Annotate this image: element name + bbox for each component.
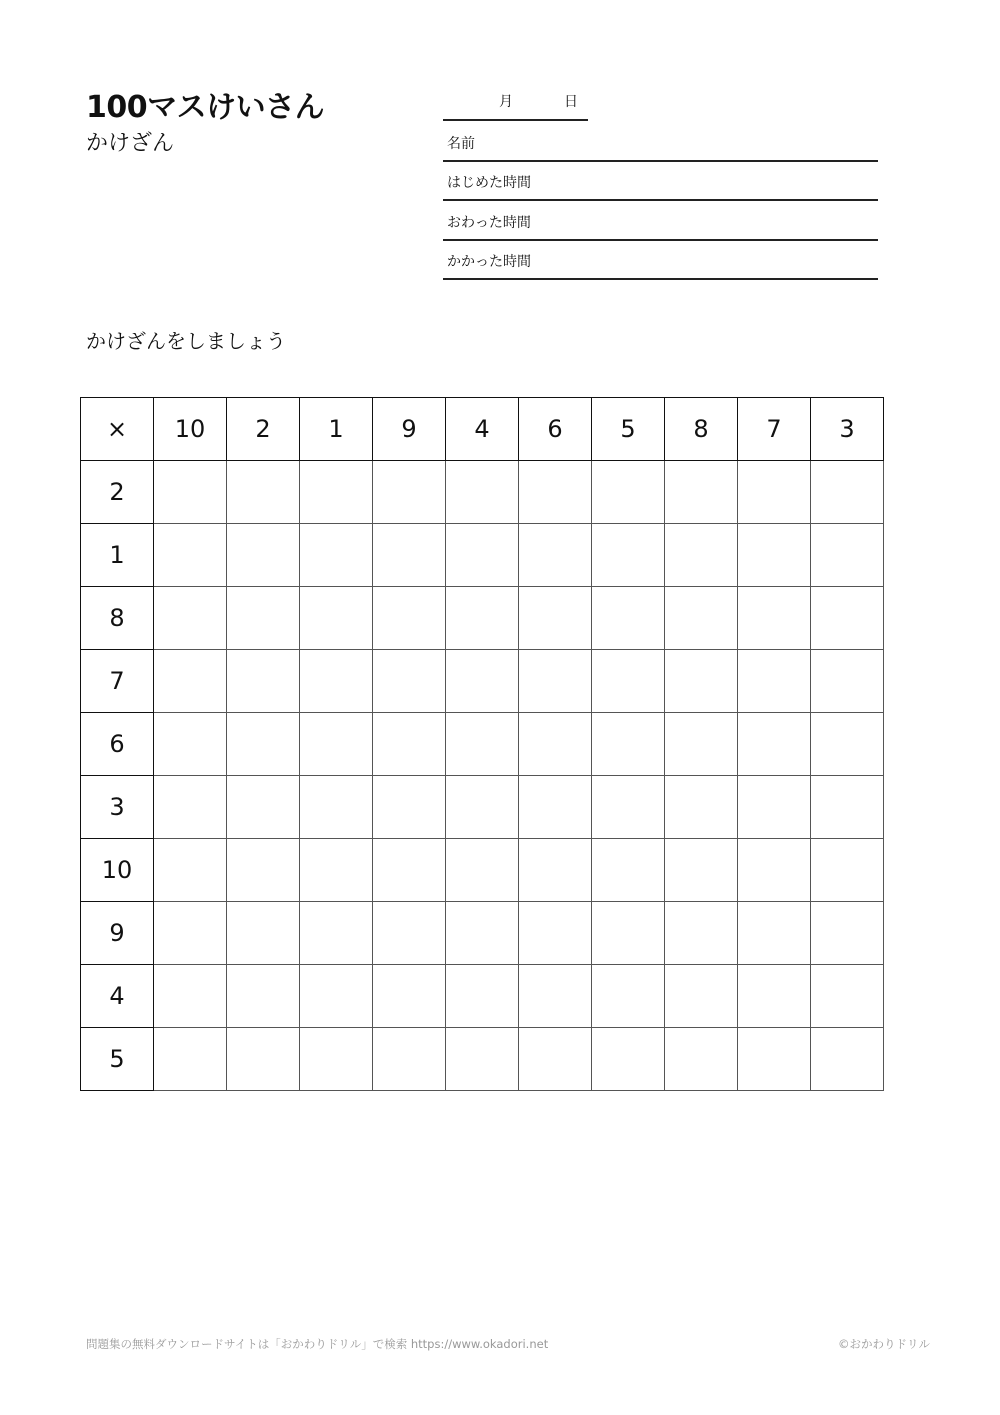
answer-cell[interactable] (300, 902, 373, 965)
answer-cell[interactable] (738, 839, 811, 902)
grid-row (81, 1028, 884, 1091)
column-header: 1 (300, 398, 373, 461)
answer-cell[interactable] (373, 461, 446, 524)
answer-cell[interactable] (227, 776, 300, 839)
grid-row (81, 965, 884, 1028)
answer-cell[interactable] (519, 965, 592, 1028)
answer-cell[interactable] (154, 524, 227, 587)
answer-cell[interactable] (300, 839, 373, 902)
answer-cell[interactable] (154, 461, 227, 524)
answer-cell[interactable] (300, 650, 373, 713)
page-title: 100マスけいさん (86, 90, 325, 125)
column-header: 9 (373, 398, 446, 461)
answer-cell[interactable] (154, 776, 227, 839)
name-label: 名前 (447, 136, 475, 152)
row-header: 7 (81, 650, 154, 713)
answer-cell[interactable] (446, 776, 519, 839)
row-header: 6 (81, 713, 154, 776)
column-header: 6 (519, 398, 592, 461)
answer-cell[interactable] (738, 776, 811, 839)
multiplication-grid (80, 397, 884, 1091)
answer-cell[interactable] (227, 587, 300, 650)
answer-cell[interactable] (300, 587, 373, 650)
day-label: 日 (564, 94, 578, 110)
answer-cell[interactable] (446, 839, 519, 902)
answer-cell[interactable] (373, 776, 446, 839)
elapsed-time-field[interactable] (443, 240, 878, 280)
answer-cell[interactable] (665, 713, 738, 776)
answer-cell[interactable] (519, 461, 592, 524)
row-header: 2 (81, 461, 154, 524)
answer-cell[interactable] (227, 713, 300, 776)
answer-cell[interactable] (665, 524, 738, 587)
answer-cell[interactable] (446, 650, 519, 713)
answer-cell[interactable] (227, 902, 300, 965)
answer-cell[interactable] (592, 461, 665, 524)
instruction-text: かけざんをしましょう (86, 329, 286, 353)
answer-cell[interactable] (811, 461, 884, 524)
answer-cell[interactable] (592, 965, 665, 1028)
grid-row (81, 776, 884, 839)
row-header: 8 (81, 587, 154, 650)
answer-cell[interactable] (738, 650, 811, 713)
answer-cell[interactable] (227, 524, 300, 587)
answer-cell[interactable] (592, 902, 665, 965)
answer-cell[interactable] (446, 461, 519, 524)
row-header: 5 (81, 1028, 154, 1091)
answer-cell[interactable] (519, 1028, 592, 1091)
answer-cell[interactable] (446, 965, 519, 1028)
answer-cell[interactable] (592, 524, 665, 587)
answer-cell[interactable] (373, 587, 446, 650)
answer-cell[interactable] (811, 965, 884, 1028)
answer-cell[interactable] (227, 461, 300, 524)
column-header: 7 (738, 398, 811, 461)
answer-cell[interactable] (227, 965, 300, 1028)
answer-cell[interactable] (519, 839, 592, 902)
answer-cell[interactable] (446, 524, 519, 587)
grid-row (81, 461, 884, 524)
answer-cell[interactable] (300, 1028, 373, 1091)
answer-cell[interactable] (592, 1028, 665, 1091)
answer-cell[interactable] (227, 650, 300, 713)
end-time-field[interactable] (443, 201, 878, 241)
answer-cell[interactable] (373, 839, 446, 902)
column-header: 5 (592, 398, 665, 461)
answer-cell[interactable] (592, 839, 665, 902)
answer-cell[interactable] (154, 1028, 227, 1091)
answer-cell[interactable] (446, 587, 519, 650)
answer-cell[interactable] (811, 839, 884, 902)
name-field[interactable] (443, 122, 878, 162)
answer-cell[interactable] (738, 902, 811, 965)
answer-cell[interactable] (592, 587, 665, 650)
answer-cell[interactable] (373, 965, 446, 1028)
answer-cell[interactable] (154, 902, 227, 965)
answer-cell[interactable] (154, 713, 227, 776)
corner-multiply-sign: × (81, 398, 154, 461)
answer-cell[interactable] (300, 776, 373, 839)
answer-cell[interactable] (519, 650, 592, 713)
footer-download-text: 問題集の無料ダウンロードサイトは「おかわりドリル」で検索 https://www.okadori.net (86, 1337, 549, 1351)
answer-cell[interactable] (665, 965, 738, 1028)
answer-cell[interactable] (665, 650, 738, 713)
answer-cell[interactable] (300, 524, 373, 587)
month-label: 月 (499, 94, 513, 110)
answer-cell[interactable] (811, 524, 884, 587)
column-header: 3 (811, 398, 884, 461)
row-header: 3 (81, 776, 154, 839)
answer-cell[interactable] (592, 650, 665, 713)
answer-cell[interactable] (446, 902, 519, 965)
answer-cell[interactable] (154, 839, 227, 902)
answer-cell[interactable] (300, 965, 373, 1028)
column-header: 8 (665, 398, 738, 461)
column-header: 10 (154, 398, 227, 461)
answer-cell[interactable] (811, 1028, 884, 1091)
answer-cell[interactable] (738, 461, 811, 524)
answer-cell[interactable] (811, 650, 884, 713)
answer-cell[interactable] (811, 902, 884, 965)
page-subtitle: かけざん (86, 131, 175, 156)
end-time-label: おわった時間 (447, 215, 531, 231)
answer-cell[interactable] (519, 776, 592, 839)
answer-cell[interactable] (811, 713, 884, 776)
answer-cell[interactable] (154, 587, 227, 650)
answer-cell[interactable] (519, 902, 592, 965)
answer-cell[interactable] (373, 650, 446, 713)
answer-cell[interactable] (738, 965, 811, 1028)
grid-row (81, 650, 884, 713)
answer-cell[interactable] (519, 524, 592, 587)
answer-cell[interactable] (592, 776, 665, 839)
answer-cell[interactable] (665, 461, 738, 524)
row-header: 4 (81, 965, 154, 1028)
grid-row (81, 713, 884, 776)
answer-cell[interactable] (154, 650, 227, 713)
grid-row (81, 524, 884, 587)
answer-cell[interactable] (154, 965, 227, 1028)
grid-row (81, 839, 884, 902)
answer-cell[interactable] (738, 587, 811, 650)
answer-cell[interactable] (665, 839, 738, 902)
answer-cell[interactable] (738, 713, 811, 776)
answer-cell[interactable] (665, 902, 738, 965)
answer-cell[interactable] (300, 713, 373, 776)
answer-cell[interactable] (665, 1028, 738, 1091)
answer-cell[interactable] (227, 1028, 300, 1091)
answer-cell[interactable] (300, 461, 373, 524)
answer-cell[interactable] (446, 1028, 519, 1091)
grid-header-row (81, 398, 884, 461)
answer-cell[interactable] (373, 524, 446, 587)
answer-cell[interactable] (665, 776, 738, 839)
answer-cell[interactable] (446, 713, 519, 776)
row-header: 1 (81, 524, 154, 587)
answer-cell[interactable] (373, 902, 446, 965)
row-header: 9 (81, 902, 154, 965)
grid-row (81, 902, 884, 965)
answer-cell[interactable] (519, 713, 592, 776)
column-header: 2 (227, 398, 300, 461)
answer-cell[interactable] (373, 1028, 446, 1091)
answer-cell[interactable] (665, 587, 738, 650)
grid-row (81, 587, 884, 650)
answer-cell[interactable] (519, 587, 592, 650)
date-field[interactable] (443, 88, 588, 121)
answer-cell[interactable] (373, 713, 446, 776)
answer-cell[interactable] (738, 524, 811, 587)
answer-cell[interactable] (811, 587, 884, 650)
footer-copyright: ©おかわりドリル (838, 1337, 930, 1351)
answer-cell[interactable] (811, 776, 884, 839)
start-time-label: はじめた時間 (447, 175, 531, 191)
row-header: 10 (81, 839, 154, 902)
answer-cell[interactable] (227, 839, 300, 902)
answer-cell[interactable] (738, 1028, 811, 1091)
column-header: 4 (446, 398, 519, 461)
start-time-field[interactable] (443, 161, 878, 201)
answer-cell[interactable] (592, 713, 665, 776)
elapsed-time-label: かかった時間 (447, 254, 531, 270)
